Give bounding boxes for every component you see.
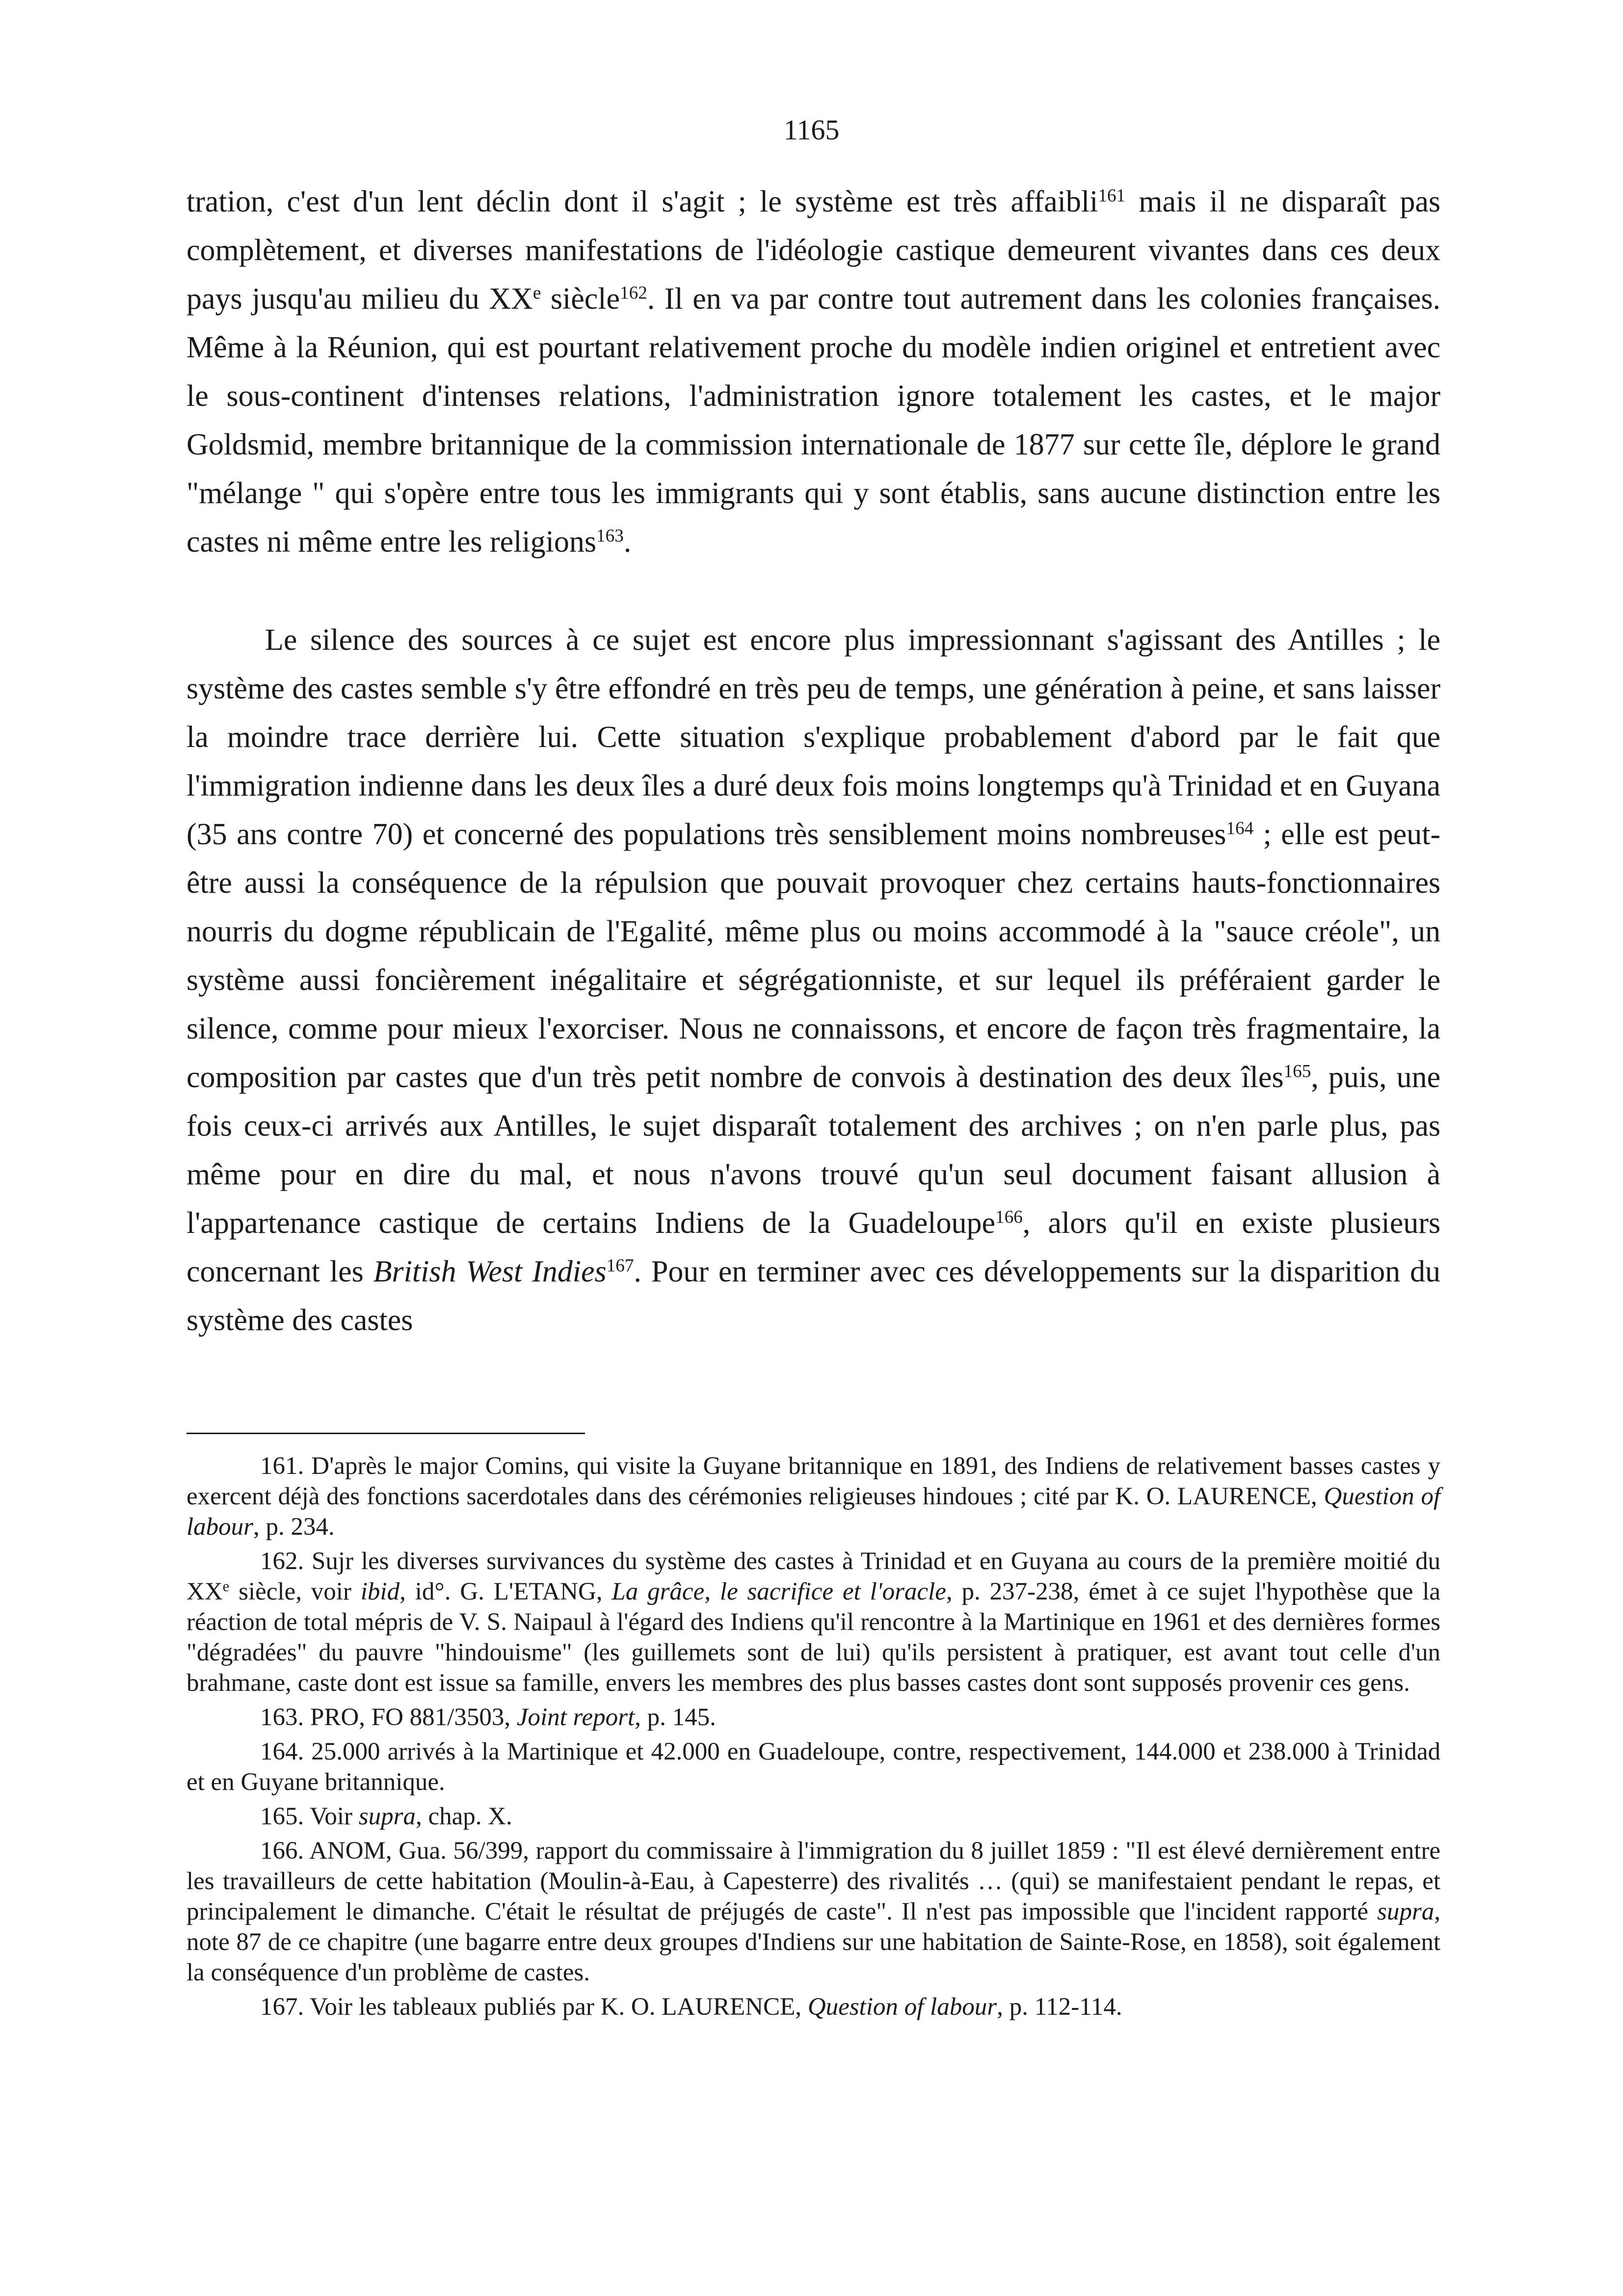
text-run: , note 87 de ce chapitre (une bagarre entre deux groupes d'Indiens sur une habitation de Sainte-Rose, en 1858), soit également la conséquence d'un problème de castes. [186,1898,1440,1986]
text-run: 164. 25.000 arrivés à la Martinique et 42.000 en Guadeloupe, contre, respectivement, 144.000 et 238.000 à Trinidad et en Guyane britannique. [186,1738,1440,1796]
footnote-ref: 162 [620,283,647,303]
footnote [186,1836,1440,1988]
footnote-ref: e [532,283,541,303]
text-run: siècle, voir [229,1578,361,1605]
italic-text: British West Indies [373,1255,607,1288]
footnotes [186,1451,1440,2026]
text-run: tration, c'est d'un lent déclin dont il s'agit ; le système est très affaibli [186,185,1098,218]
text-run: . Pour en terminer avec ces développements sur la disparition du système des castes [186,1255,1441,1337]
footnote-ref: 167 [606,1255,634,1276]
text-run: ; elle est peut-être aussi la conséquence de la répulsion que pouvait provoquer chez certains hauts-fonctionnaires nourris du dogme républicain de l'Egalité, même plus ou moins accommodé à la "sauce créole", un système aussi foncièrement inégalitaire et ségrégationniste, et sur lequel ils préféraient garder le silence, comme pour mieux l'exorciser. Nous ne connaissons, et encore de façon très fragmentaire, la composition par castes que d'un très petit nombre de convois à destination des deux îles [186,818,1440,1094]
italic-text: Question of labour [807,1993,997,2021]
footnote-ref: 163 [596,526,624,546]
text-run: , p. 234. [253,1513,335,1541]
text-run: 165. Voir [260,1803,359,1830]
text-run: , id°. G. L'ETANG, [399,1578,612,1605]
paragraph [186,178,1440,566]
text-run: , puis, une fois ceux-ci arrivés aux Antilles, le sujet disparaît totalement des archives ; on n'en parle plus, pas même pour en dire du mal, et nous n'avons trouvé qu'un seul document faisant allusion à l'appartenance castique de certains Indiens de la Guadeloupe [186,1061,1440,1240]
text-run: . Il en va par contre tout autrement dans les colonies françaises. Même à la Réunion, qui est pourtant relativement proche du modèle indien originel et entretient avec le sous-continent d'intenses relations, l'administration ignore totalement les castes, et le major Goldsmid, membre britannique de la commission internationale de 1877 sur cette île, déplore le grand "mélange " qui s'opère entre tous les immigrants qui y sont établis, sans aucune distinction entre les castes ni même entre les religions [186,282,1440,559]
italic-text: ibid [360,1578,400,1605]
text-run: , p. 112-114. [997,1993,1122,2021]
page-number: 1165 [783,114,840,146]
italic-text: supra [1377,1898,1435,1925]
footnote [186,1451,1440,1542]
paragraph [186,616,1440,1345]
text-run: . [623,525,632,559]
main-text [186,178,1440,1345]
footnote-ref: 165 [1283,1061,1311,1082]
text-run: , p. 145. [635,1704,716,1731]
text-run: 167. Voir les tableaux publiés par K. O. LAURENCE, [260,1993,808,2021]
text-run: , alors qu'il en existe plusieurs concernant les [186,1206,1440,1288]
footnote [186,1702,1440,1733]
footnote-separator [186,1433,585,1434]
italic-text: Joint report [516,1704,635,1731]
footnote-ref: 166 [995,1207,1023,1228]
text-run: Le silence des sources à ce sujet est encore plus impressionnant s'agissant des Antilles ; le système des castes semble s'y être effondré en très peu de temps, une génération à peine, et sans laisser la moindre trace derrière lui. Cette situation s'explique probablement d'abord par le fait que l'immigration indienne dans les deux îles a duré deux fois moins longtemps qu'à Trinidad et en Guyana (35 ans contre 70) et concerné des populations très sensiblement moins nombreuses [186,623,1440,851]
text-run: , p. 237-238, émet à ce sujet l'hypothèse que la réaction de total mépris de V. S. Naipaul à l'égard des Indiens qu'il rencontre à la Martinique en 1961 et des dernières formes "dégradées" du pauvre "hindouisme" (les guillemets sont de lui) qu'ils persistent à pratiquer, est avant tout celle d'un brahmane, caste dont est issue sa famille, envers les membres des plus basses castes dont sont supposés provenir ces gens. [186,1578,1441,1697]
footnote [186,1801,1440,1832]
footnote-ref: 164 [1226,818,1254,839]
footnote [186,1992,1440,2022]
footnote-ref: e [222,1578,230,1595]
text-run: 162. Sujr les diverses survivances du système des castes à Trinidad et en Guyana au cours de la première moitié du XX [186,1548,1440,1605]
footnote [186,1736,1440,1797]
text-run: 166. ANOM, Gua. 56/399, rapport du commissaire à l'immigration du 8 juillet 1859 : "Il est élevé dernièrement entre les travailleurs de cette habitation (Moulin-à-Eau, à Capesterre) des rivalités … (qui) se manifestaient pendant le repas, et principalement le dimanche. C'était le résultat de préjugés de caste". Il n'est pas impossible que l'incident rapporté [186,1837,1440,1925]
text-run: mais il ne disparaît pas complètement, et diverses manifestations de l'idéologie castique demeurent vivantes dans ces deux pays jusqu'au milieu du XX [186,185,1441,316]
italic-text: La grâce, le sacrifice et l'oracle [612,1578,946,1605]
italic-text: Question of labour [186,1483,1440,1541]
text-run: siècle [541,282,620,316]
italic-text: supra [358,1803,416,1830]
footnote [186,1546,1440,1698]
text-run: 161. D'après le major Comins, qui visite la Guyane britannique en 1891, des Indiens de relativement basses castes y exercent déjà des fonctions sacerdotales dans des cérémonies religieuses hindoues ; cité par K. O. LAURENCE, [186,1452,1440,1510]
footnote-ref: 161 [1098,186,1126,206]
text-run: , chap. X. [415,1803,512,1830]
text-run: 163. PRO, FO 881/3503, [260,1704,517,1731]
